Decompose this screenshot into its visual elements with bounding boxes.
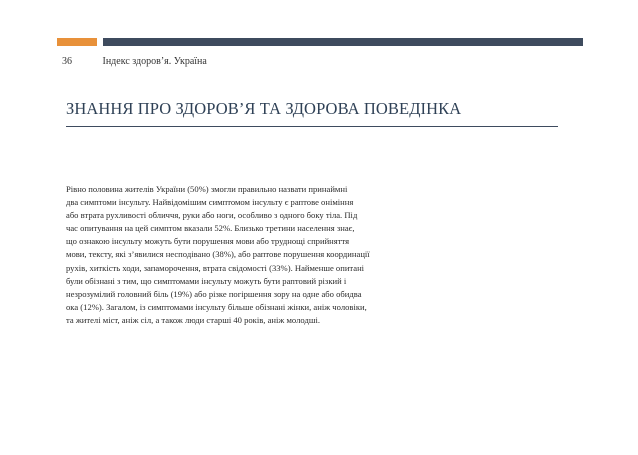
page-header <box>62 56 207 67</box>
body-line: Рівно половина жителів України (50%) змогли правильно назвати принаймні <box>66 184 348 194</box>
body-line: були обізнані з тим, що симптомами інсульту можуть бути раптовий різкий і <box>66 275 347 286</box>
body-line: що ознакою інсульту можуть бути порушення мови або труднощі сприйняття <box>66 236 350 247</box>
body-paragraph <box>66 183 418 327</box>
body-line: два симптоми інсульту. Найвідомішим симптомом інсульту є раптове оніміння <box>66 197 354 208</box>
body-line: ока (12%). Загалом, із симптомами інсульту більше обізнані жінки, аніж чоловіки, <box>66 301 367 312</box>
body-line: рухів, хиткість ходи, запаморочення, втрата свідомості (33%). Найменше опитані <box>66 262 365 273</box>
body-line: час опитування на цей симптом вказали 52%. Близько третини населення знає, <box>66 223 355 234</box>
body-line: або втрата рухливості обличчя, руки або ноги, особливо з одного боку тіла. Під <box>66 210 358 221</box>
body-line: незрозумілий головний біль (19%) або різке погіршення зору на одне або обидва <box>66 288 362 299</box>
body-line: та жителі міст, аніж сіл, а також люди старші 40 років, аніж молодші. <box>66 314 320 325</box>
header-bar <box>103 38 583 46</box>
title-underline <box>66 126 558 127</box>
header-accent-bar <box>57 38 97 46</box>
section-title: ЗНАННЯ ПРО ЗДОРОВ’Я ТА ЗДОРОВА ПОВЕДІНКА <box>66 99 462 118</box>
running-title: Індекс здоров’я. Україна <box>102 56 207 67</box>
page-number: 36 <box>62 56 72 67</box>
body-line: мови, тексту, які з’явилися несподівано (38%), або раптове порушення координації <box>66 249 370 260</box>
